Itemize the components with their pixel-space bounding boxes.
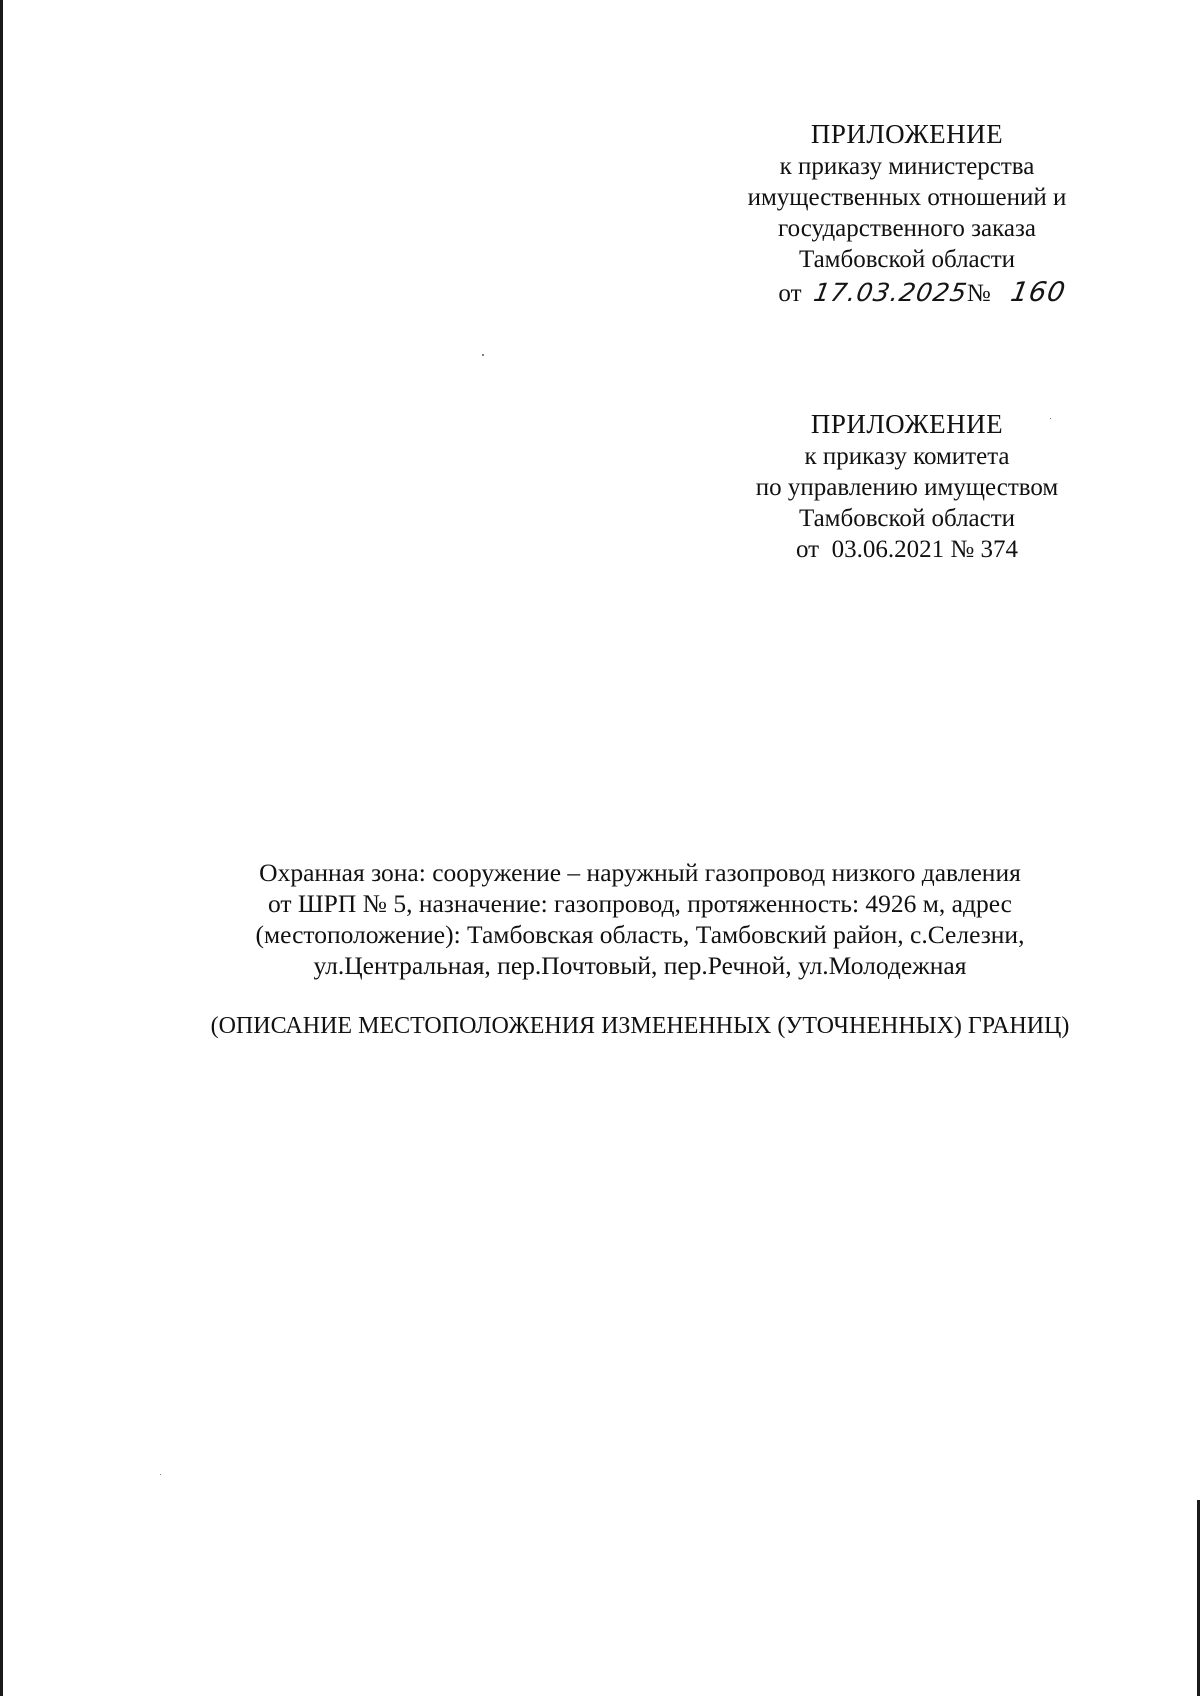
- boundaries-subtitle: (ОПИСАНИЕ МЕСТОПОЛОЖЕНИЯ ИЗМЕНЕННЫХ (УТОЧНЕННЫХ) ГРАНИЦ): [210, 1013, 1070, 1039]
- appendix-line: Тамбовской области: [798, 505, 1016, 532]
- appendix-title: ПРИЛОЖЕНИЕ: [810, 119, 1004, 149]
- appendix-line: Тамбовской области: [798, 246, 1016, 273]
- zone-description-line: ул.Центральная, пер.Почтовый, пер.Речной, ул.Молодежная: [313, 951, 967, 980]
- appendix-line: к приказу министерства: [779, 153, 1035, 180]
- appendix-line: государственного заказа: [778, 215, 1036, 242]
- zone-description-line: от ШРП № 5, назначение: газопровод, протяженность: 4926 м, адрес: [268, 889, 1012, 918]
- zone-description-line: Охранная зона: сооружение – наружный газопровод низкого давления: [259, 858, 1021, 887]
- handwritten-number: 160: [1008, 277, 1069, 308]
- handwritten-date: 17.03.2025: [811, 278, 970, 307]
- appendix-date-line: от 03.06.2021 № 374: [796, 536, 1018, 563]
- appendix-block-current: [707, 118, 1107, 309]
- appendix-line: к приказу комитета: [804, 443, 1010, 470]
- number-sign: №: [966, 280, 991, 307]
- scan-speck: [160, 1474, 161, 1475]
- appendix-date-line: [707, 277, 1107, 309]
- appendix-line: имущественных отношений и: [747, 184, 1067, 211]
- appendix-line: по управлению имуществом: [755, 474, 1059, 501]
- scan-speck: [482, 354, 484, 356]
- zone-description-line: (местоположение): Тамбовская область, Тамбовский район, с.Селезни,: [255, 920, 1025, 949]
- date-prefix: от: [778, 280, 802, 307]
- appendix-block-original: [707, 408, 1107, 565]
- appendix-title: ПРИЛОЖЕНИЕ: [810, 409, 1004, 439]
- protection-zone-description: [160, 857, 1120, 981]
- scan-left-edge: [0, 0, 3, 1696]
